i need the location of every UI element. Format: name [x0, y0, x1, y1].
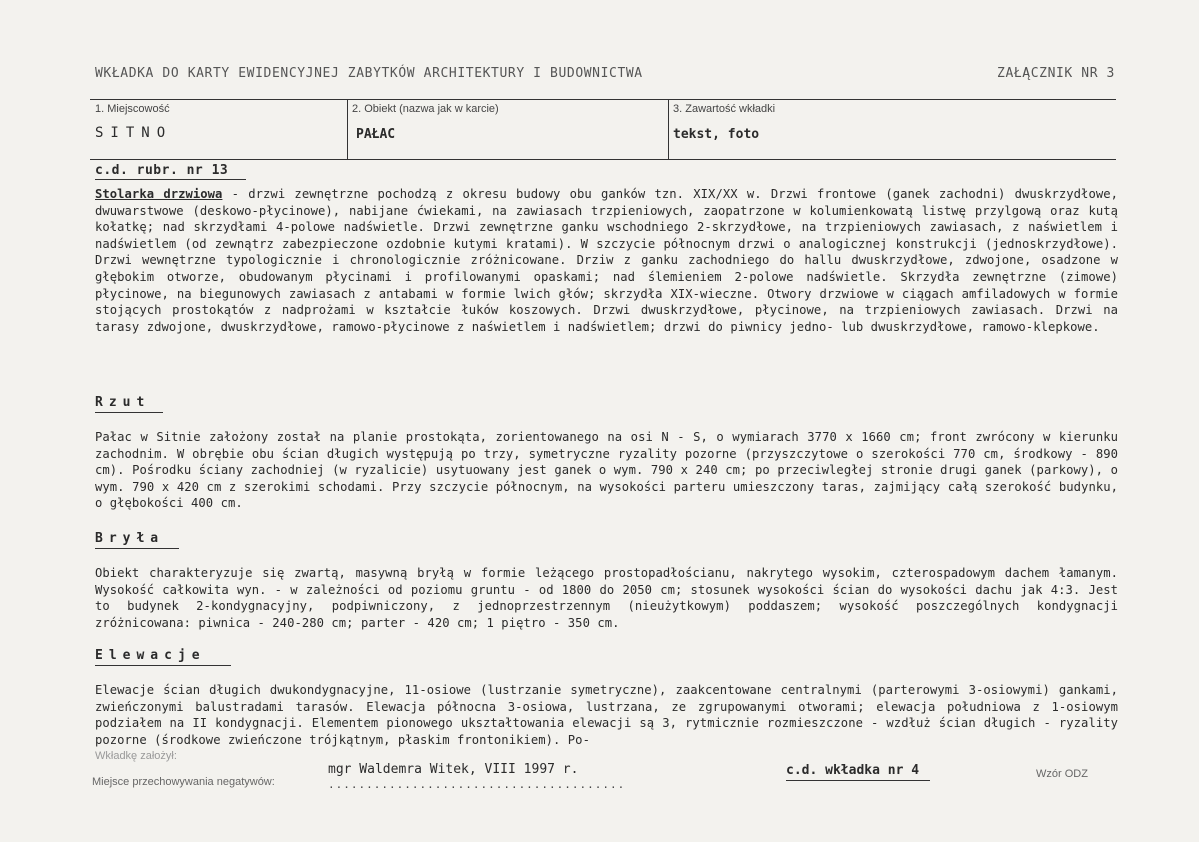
header-top-rule	[90, 99, 1116, 100]
stolarka-text: - drzwi zewnętrzne pochodzą z okresu budowy obu ganków tzn. XIX/XX w. Drzwi frontowe (ganek zachodni) dwuskrzydłowe, dwuwarstwowe (deskowo-płycinowe), nabijane ćwiekami, na zawiasach trzpieniowych, zaopatrzone w kolumienkowatą listwę przylgową oraz kutą kołatkę; nad skrzydłami 4-polowe nadświetle. Drzwi zewnętrzne ganku wschodniego 2-skrzydłowe, na trzpieniowych zawiasach, z naświetlem i nadświetlem (od zewnątrz zabezpieczone ozdobnie kutymi kratami). W szczycie północnym drzwi o analogicznej konstrukcji (jednoskrzydłowe). Drzwi wewnętrzne typologicznie i chronologicznie zróżnicowane. Drziw z ganku zachodniego do hallu dwuskrzydłowe, zdwojone, osadzone w głębokim otworze, obudowanym płycinami i profilowanymi opaskami; nad ślemieniem 2-polowe nadświetle. Skrzydła zewnętrzne (zimowe) płycinowe, na biegunowych zawiasach z antabami w formie lwich głów; skrzydła XIX-wieczne. Otwory drzwiowe w ciągach amfiladowych w formie stojących prostokątów z nadprożami w kształcie łuków koszowych. Drzwi dwuskrzydłowe, płycinowe, na trzpieniowych zawiasach. Drzwi na tarasy zdwojone, dwuskrzydłowe, ramowo-płycinowe z naświetlem i nadświetlem; drzwi do piwnicy jedno- lub dwuskrzydłowe, ramowo-klepkowe.	[95, 187, 1118, 334]
stolarka-heading: Stolarka drzwiowa	[95, 187, 223, 201]
rubric-continuation: c.d. rubr. nr 13	[95, 163, 229, 178]
negatives-location-label: Miejsce przechowywania negatywów:	[92, 776, 275, 788]
contents-value: tekst, foto	[673, 127, 760, 142]
elewacje-underline	[95, 665, 231, 666]
next-insert-underline	[786, 780, 930, 781]
next-insert-reference: c.d. wkładka nr 4	[786, 763, 920, 778]
header-divider-2	[668, 99, 669, 159]
elewacje-text: Elewacje ścian długich dwukondygnacyjne, 11-osiowe (lustrzanie symetryczne), zaakcentowane centralnymi (parterowymi 3-osiowymi) gankami, zwieńczonymi balustradami tarasów. Elewacja północna 3-osiowa, lustrzana, ze zgrupowanymi otworami; elewacja południowa z 1-osiowym podziałem na II kondygnacji. Elementem pionowego ukształtowania elewacji są 3, rytmicznie rozmieszczone - wzdłuż ścian długich - ryzality pozorne (środkowe zwieńczone trójkątnym, płaskim frontonikiem). Po-	[95, 683, 1118, 747]
annex-number: ZAŁĄCZNIK NR 3	[997, 66, 1115, 81]
signature-dotted-line: .......................................	[328, 778, 626, 791]
creator-label: Wkładkę założył:	[95, 750, 177, 762]
form-title: WKŁADKA DO KARTY EWIDENCYJNEJ ZABYTKÓW ARCHITEKTURY I BUDOWNICTWA	[95, 66, 643, 81]
rzut-text: Pałac w Sitnie założony został na planie prostokąta, zorientowanego na osi N - S, o wymiarach 3770 x 1660 cm; front zwrócony w kierunku zachodnim. W obrębie obu ścian długich występują po trzy, symetryczne ryzality pozorne (przyszczytowe o szerokości 770 cm, środkowy - 890 cm). Pośrodku ściany zachodniej (w ryzalicie) usytuowany jest ganek o wym. 790 x 240 cm; po przeciwległej stronie drugi ganek (parkowy), o wym. 790 x 420 cm z szerokimi schodami. Przy szczycie północnym, na wysokości parteru umieszczony taras, zajmijący całą szerokość budynku, o głębokości 400 cm.	[95, 430, 1118, 511]
template-label: Wzór ODZ	[1036, 768, 1088, 780]
header-bottom-rule	[90, 159, 1116, 160]
location-value: SITNO	[95, 125, 173, 141]
author-signature: mgr Waldemra Witek, VIII 1997 r.	[328, 762, 579, 777]
header-divider-1	[347, 99, 348, 159]
rubric-underline	[95, 179, 246, 180]
object-label: 2. Obiekt (nazwa jak w karcie)	[352, 103, 499, 115]
elewacje-heading: Elewacje	[95, 648, 206, 663]
section-stolarka	[95, 186, 1118, 335]
rzut-heading: Rzut	[95, 395, 151, 410]
bryla-text: Obiekt charakteryzuje się zwartą, masywną bryłą w formie leżącego prostopadłościanu, nakrytego wysokim, czterospadowym dachem łamanym. Wysokość całkowita wyn. - w zależności od poziomu gruntu - od 1800 do 2050 cm; stosunek wysokości ścian do wysokości dachu jak 4:3. Jest to budynek 2-kondygnacyjny, podpiwniczony, z jednoprzestrzennym (nieużytkowym) poddaszem; wysokość poszczególnych kondygnacji zróżnicowana: piwnica - 240-280 cm; parter - 420 cm; 1 piętro - 350 cm.	[95, 566, 1118, 630]
bryla-underline	[95, 548, 179, 549]
contents-label: 3. Zawartość wkładki	[673, 103, 776, 115]
object-value: PAŁAC	[356, 127, 396, 142]
bryla-heading: Bryła	[95, 531, 165, 546]
location-label: 1. Miejscowość	[95, 103, 170, 115]
rzut-underline	[95, 412, 163, 413]
